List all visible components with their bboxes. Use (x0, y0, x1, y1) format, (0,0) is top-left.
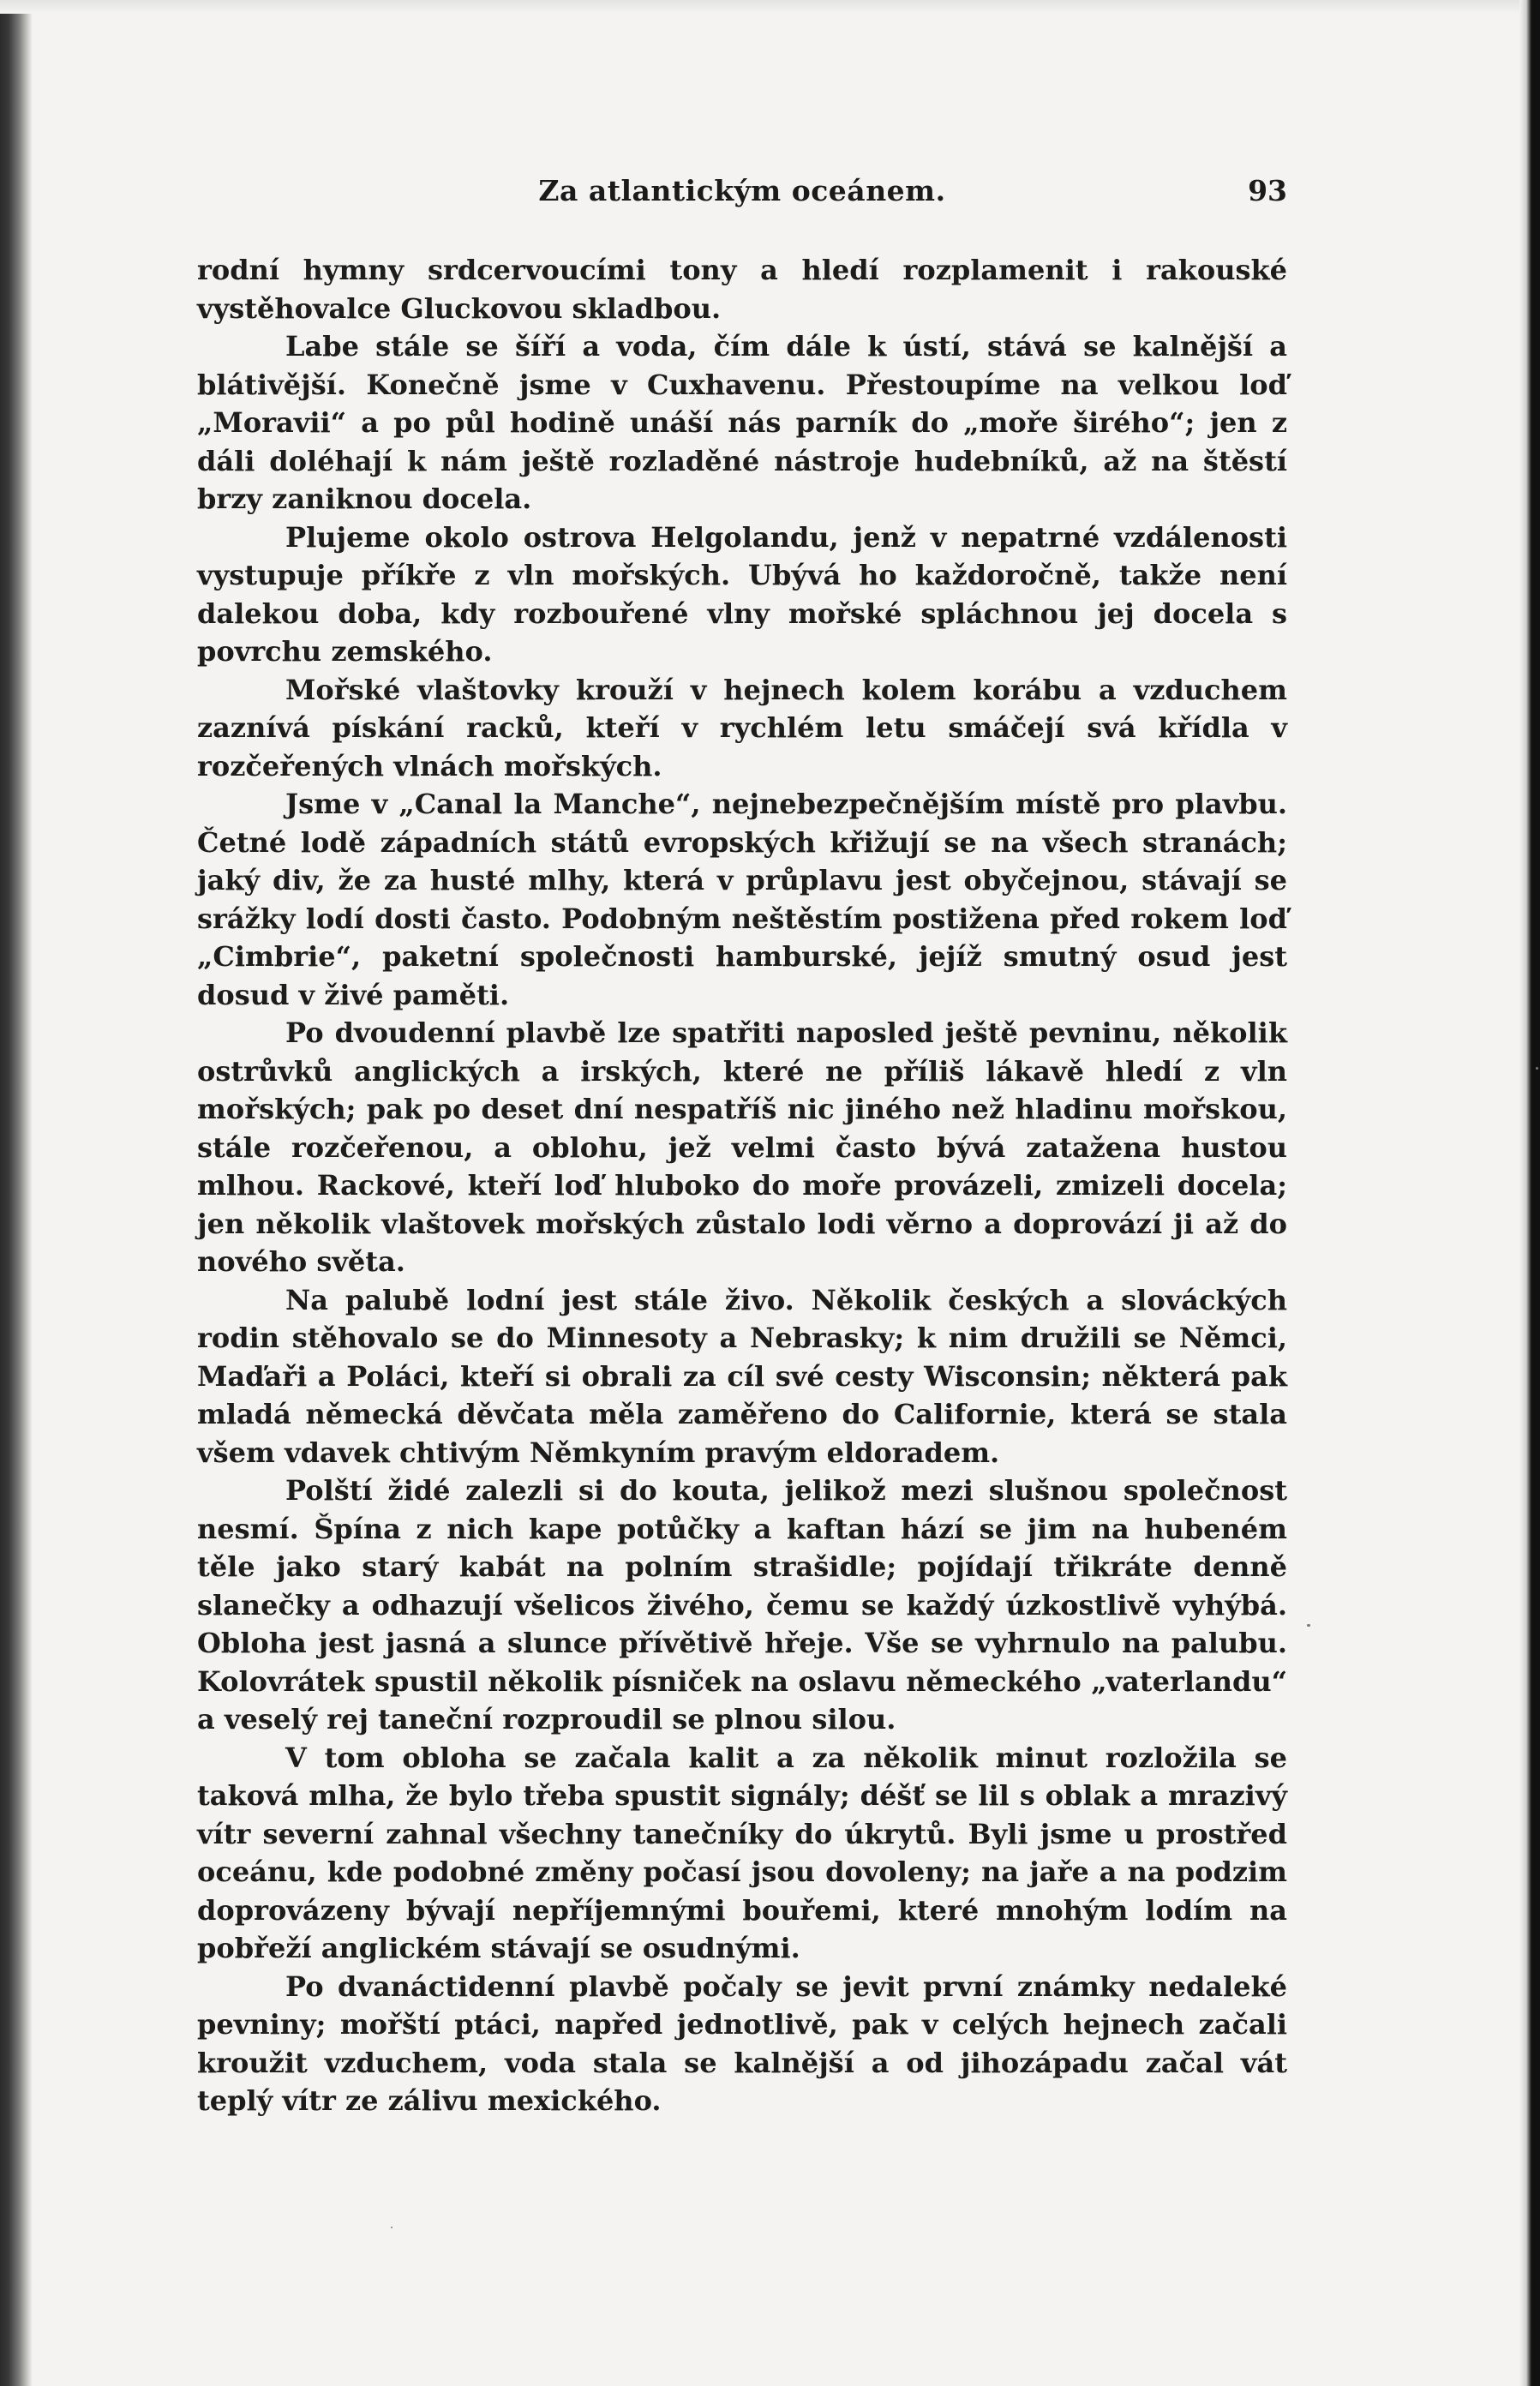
scan-speck (1536, 1067, 1538, 1070)
paragraph: Po dvanáctidenní plavbě počaly se jevit první známky nedaleké pevniny; mořští ptáci, napřed jednotlivě, pak v celých hejnech začali kroužit vzduchem, voda stala se kalnější a od jihozápadu začal vát teplý vítr ze zálivu mexického. (197, 1969, 1287, 2117)
paragraph: Po dvoudenní plavbě lze spatřiti naposled ještě pevninu, několik ostrůvků anglických a irských, které ne příliš lákavě hledí z vln mořských; pak po deset dní nespatříš nic jiného než hladinu mořskou, stále rozčeřenou, a oblohu, jež velmi často bývá zatažena hustou mlhou. Rackové, kteří loď hluboko do moře provázeli, zmizeli docela; jen několik vlaštovek mořských zůstalo lodi věrno a doprovází ji až do nového světa. (197, 1016, 1287, 1278)
top-edge-shadow (0, 0, 1540, 14)
paragraph: Jsme v „Canal la Manche“, nejnebezpečnějším místě pro plavbu. Četné lodě západních států evropských křižují se na všech stranách; jaký div, že za husté mlhy, která v průplavu jest obyčejnou, stávají se srážky lodí dosti často. Podobným neštěstím postižena před rokem loď „Cimbrie“, paketní společnosti hamburské, jejíž smutný osud jest dosud v živé paměti. (197, 788, 1287, 1011)
running-head-title: Za atlantickým oceánem. (538, 174, 946, 207)
paragraph: Labe stále se šíří a voda, čím dále k ústí, stává se kalnější a blátivější. Konečně jsme v Cuxhavenu. Přestoupíme na velkou loď „Moravii“ a po půl hodině unáší nás parník do „moře širého“; jen z dáli doléhají k nám ještě rozladěné nástroje hudebníků, až na štěstí brzy zaniknou docela. (197, 330, 1287, 515)
scan-speck (391, 2227, 392, 2228)
paragraph: Na palubě lodní jest stále živo. Několik českých a slováckých rodin stěhovalo se do Minnesoty a Nebrasky; k nim družili se Němci, Maďaři a Poláci, kteří si obrali za cíl své cesty Wisconsin; některá pak mladá německá děvčata měla zaměřeno do Californie, která se stala všem vdavek chtivým Němkyním pravým eldoradem. (197, 1283, 1287, 1469)
paragraph: Polští židé zalezli si do kouta, jelikož mezi slušnou společnost nesmí. Špína z nich kape potůčky a kaftan hází se jim na hubeném těle jako starý kabát na polním strašidle; pojídají třikráte denně slanečky a odhazují všelicos živého, čemu se každý úzkostlivě vyhýbá. Obloha jest jasná a slunce přívětivě hřeje. Vše se vyhrnulo na palubu. Kolovrátek spustil několik písniček na oslavu německého „vaterlandu“ a veselý rej taneční rozproudil se plnou silou. (197, 1474, 1287, 1736)
paragraph: rodní hymny srdcervoucími tony a hledí rozplamenit i rakouské vystěhovalce Gluckovou skladbou. (197, 254, 1287, 325)
paragraph: Mořské vlaštovky krouží v hejnech kolem korábu a vzduchem zaznívá pískání racků, kteří v rychlém letu smáčejí svá křídla v rozčeřených vlnách mořských. (197, 673, 1287, 782)
running-head (197, 167, 1287, 215)
paragraph: Plujeme okolo ostrova Helgolandu, jenž v nepatrné vzdálenosti vystupuje příkře z vln mořských. Ubývá ho každoročně, takže není dalekou doba, kdy rozbouřené vlny mořské spláchnou jej docela s povrchu zemského. (197, 520, 1287, 668)
scan-speck (1307, 1624, 1310, 1627)
binding-shadow (0, 0, 33, 2386)
page-body (197, 251, 1287, 2120)
right-edge-shadow (1519, 0, 1540, 2386)
paragraph: V tom obloha se začala kalit a za několik minut rozložila se taková mlha, že bylo třeba spustit signály; déšť se lil s oblak a mrazivý vítr severní zahnal všechny tanečníky do úkrytů. Byli jsme u prostřed oceánu, kde podobné změny počasí jsou dovoleny; na jaře a na podzim doprovázeny bývají nepříjemnými bouřemi, které mnohým lodím na pobřeží anglickém stávají se osudnými. (197, 1741, 1287, 1964)
page-number: 93 (1248, 174, 1287, 207)
